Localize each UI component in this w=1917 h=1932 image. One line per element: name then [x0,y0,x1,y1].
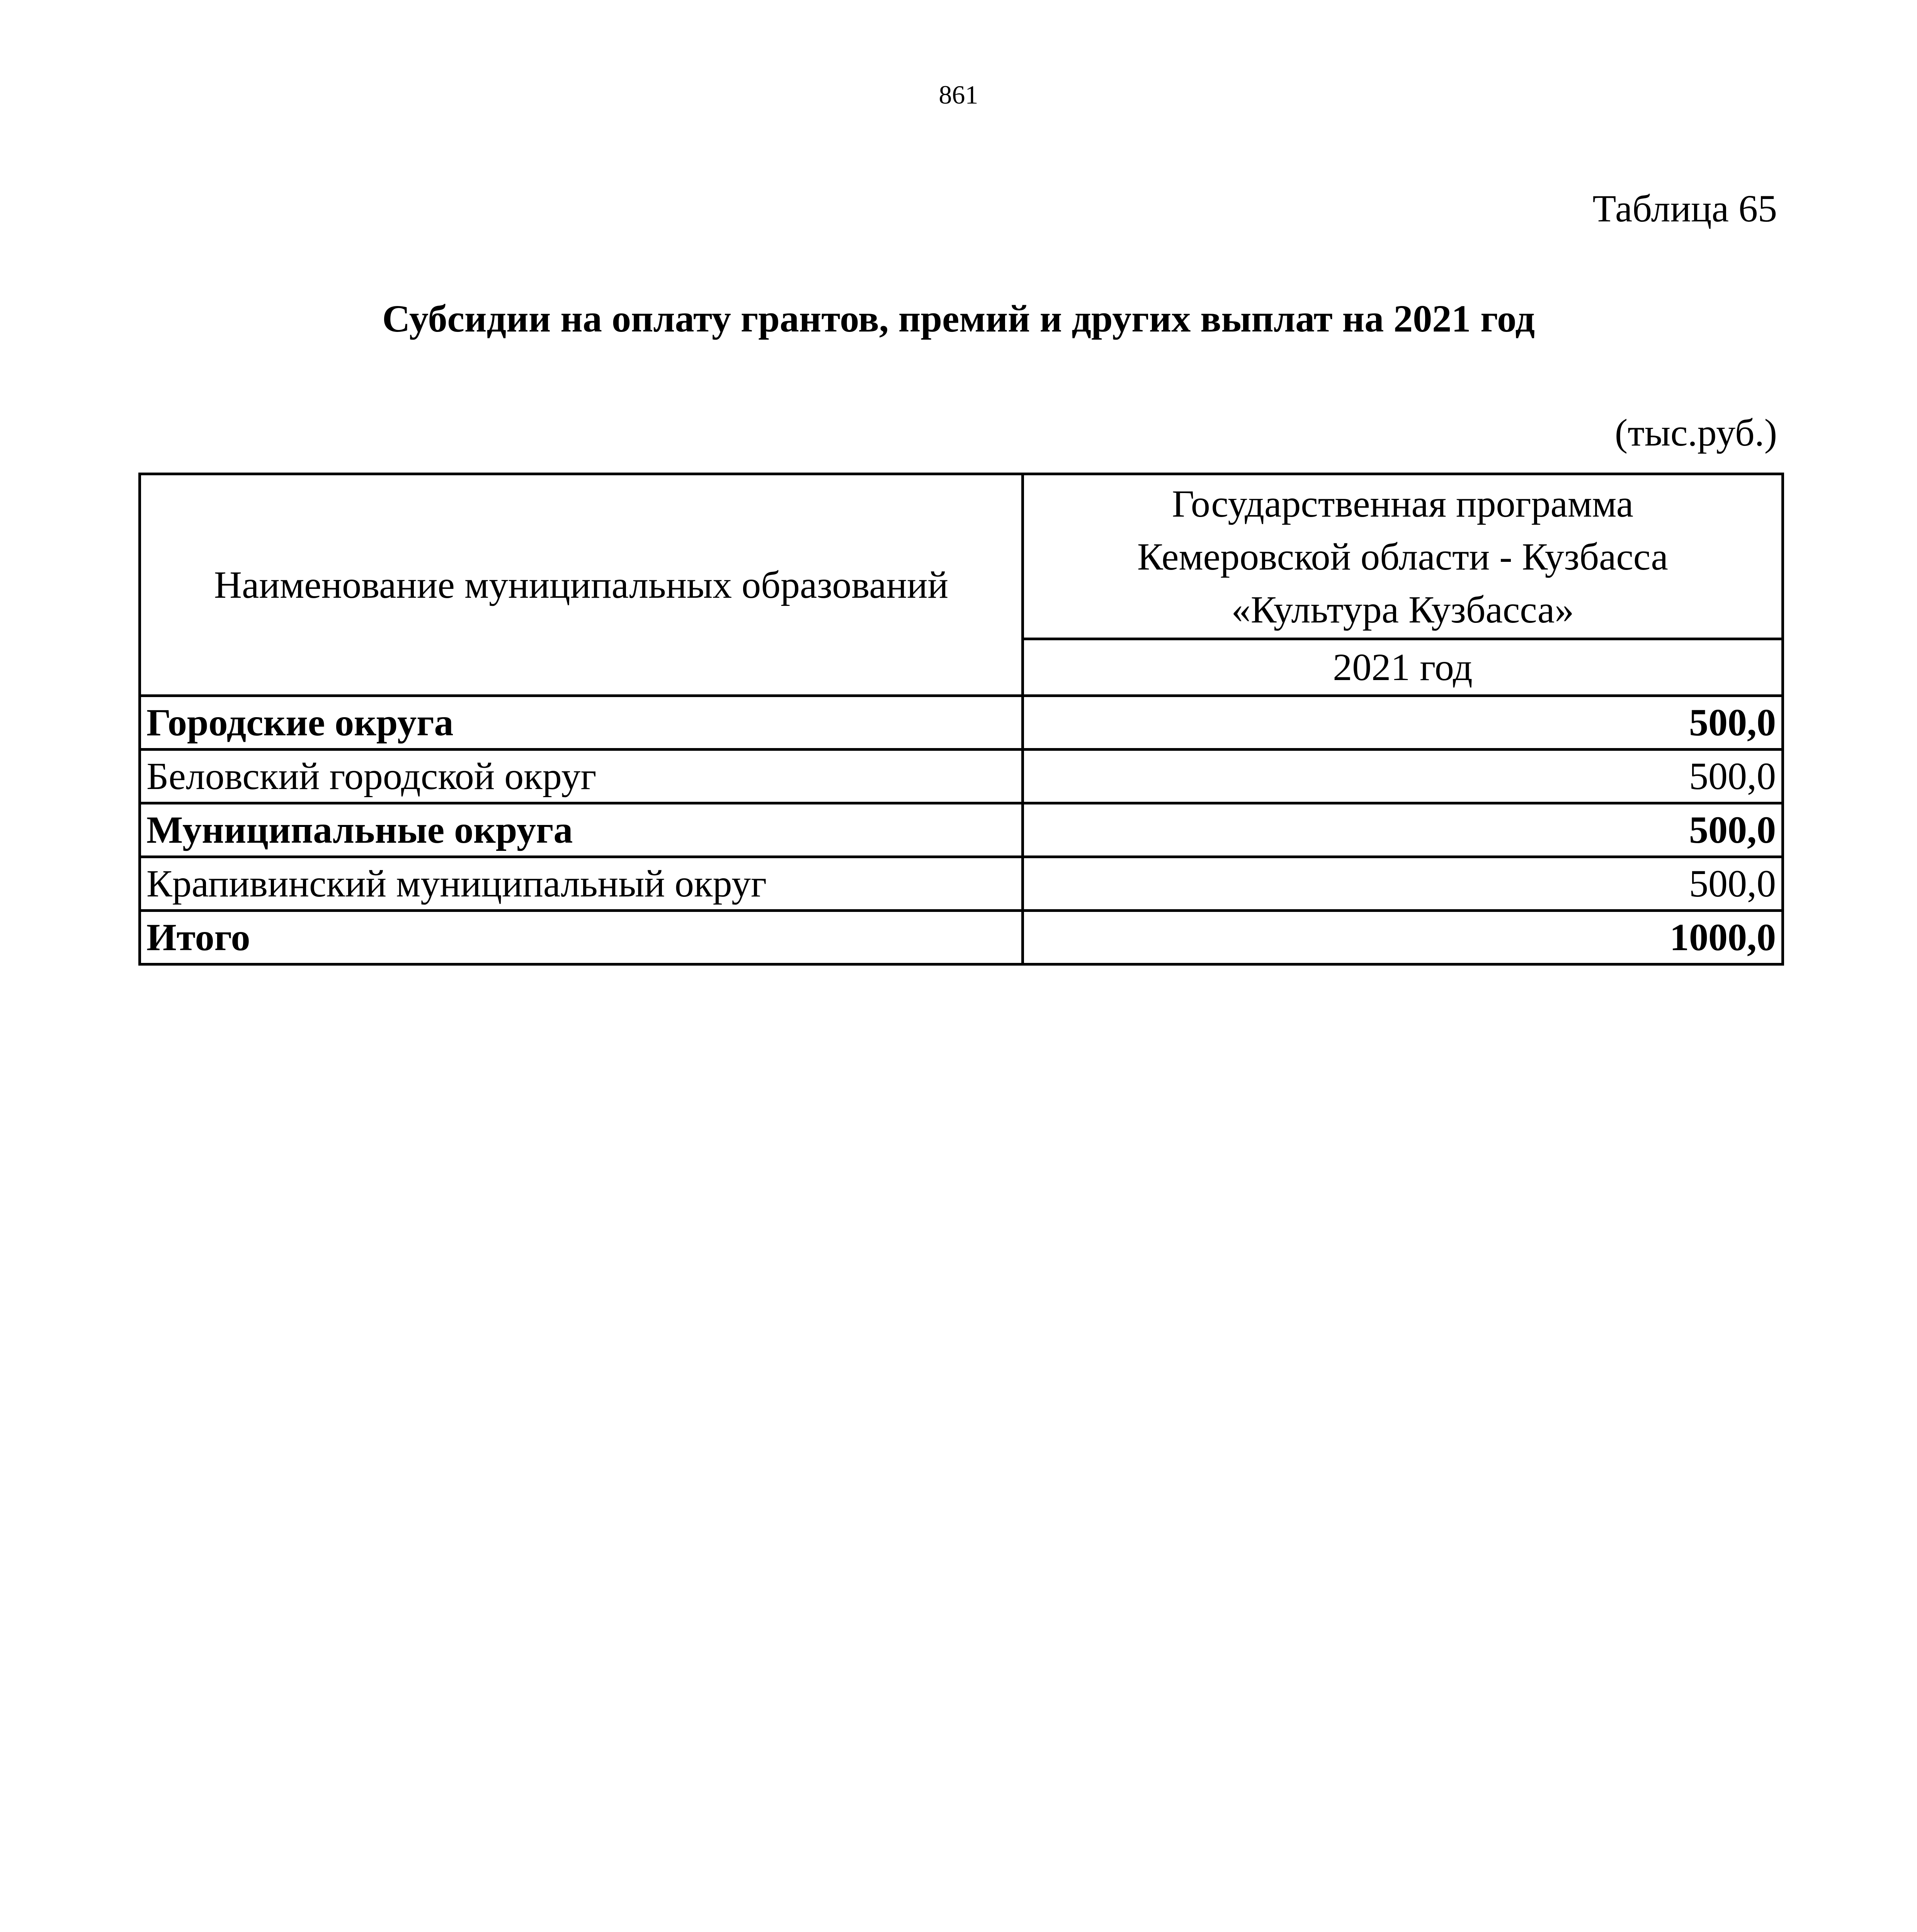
header-program [1023,474,1783,639]
row-name: Крапивинский муниципальный округ [140,857,1023,911]
row-value: 500,0 [1023,803,1783,857]
row-value: 500,0 [1023,857,1783,911]
document-title: Субсидии на оплату грантов, премий и других выплат на 2021 год [382,297,1535,340]
row-value: 500,0 [1023,750,1783,803]
row-name: Итого [140,911,1023,964]
table-row-total [140,911,1783,964]
row-name: Беловский городской округ [140,750,1023,803]
page-number: 861 [939,80,978,109]
table-row [140,803,1783,857]
table-header-row [140,474,1783,639]
header-program-line-3: «Культура Кузбасса» [1231,588,1574,631]
header-year: 2021 год [1023,639,1783,696]
row-value: 500,0 [1023,696,1783,750]
header-program-line-1: Государственная программа [1172,482,1634,525]
subsidies-table [138,473,1784,966]
table-row [140,750,1783,803]
units-label: (тыс.руб.) [1614,411,1777,454]
table-label: Таблица 65 [1592,187,1777,230]
row-value: 1000,0 [1023,911,1783,964]
table-row [140,857,1783,911]
header-municipality-name: Наименование муниципальных образований [140,474,1023,696]
row-name: Муниципальные округа [140,803,1023,857]
header-program-line-2: Кемеровской области - Кузбасса [1137,535,1668,578]
table-row [140,696,1783,750]
row-name: Городские округа [140,696,1023,750]
